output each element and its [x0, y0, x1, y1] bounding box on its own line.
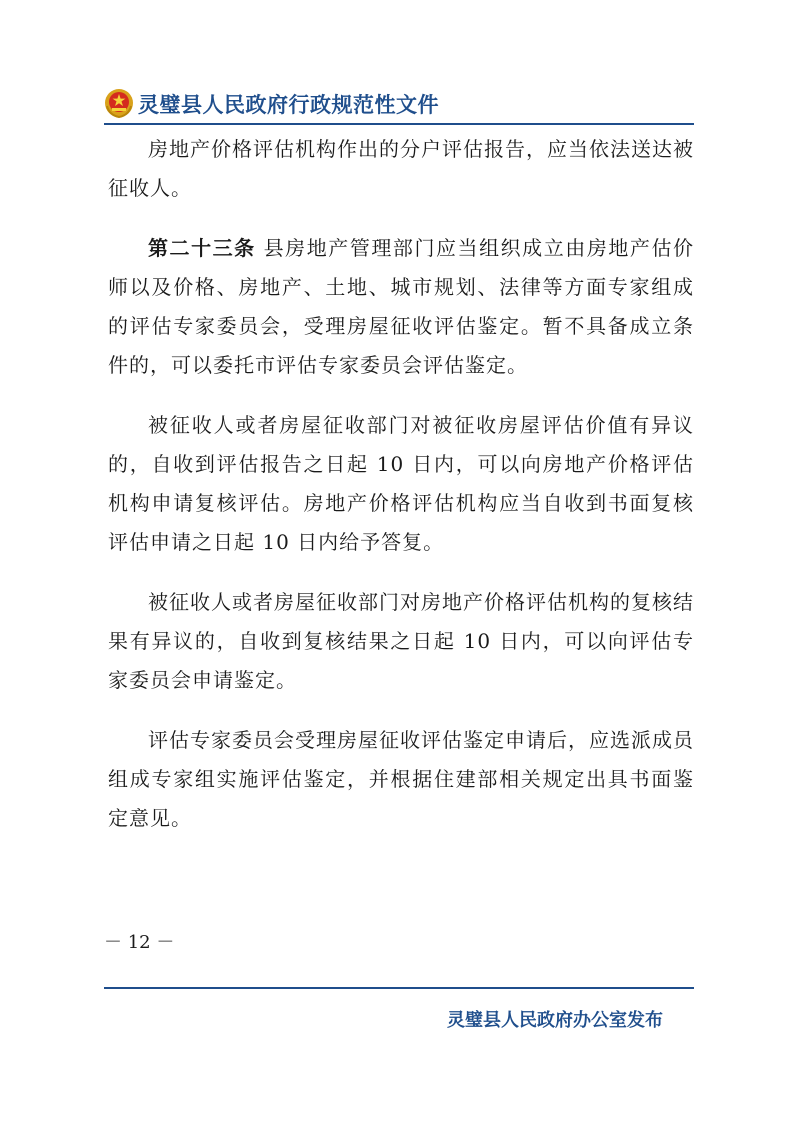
footer-divider — [104, 987, 694, 989]
paragraph-text: 县房地产管理部门应当组织成立由房地产估价师以及价格、房地产、土地、城市规划、法律等方面专家组成的评估专家委员会，受理房屋征收评估鉴定。暂不具备成立条件的，可以委托市评估专家委员会评估鉴定。 — [108, 236, 695, 377]
paragraph-text: 评估专家委员会受理房屋征收评估鉴定申请后，应选派成员组成专家组实施评估鉴定，并根据住建部相关规定出具书面鉴定意见。 — [108, 728, 694, 830]
paragraph — [108, 721, 694, 838]
paragraph — [108, 130, 694, 208]
paragraph — [108, 583, 694, 700]
paragraph-text: 房地产价格评估机构作出的分户评估报告，应当依法送达被征收人。 — [108, 137, 694, 200]
header-title: 灵璧县人民政府行政规范性文件 — [138, 93, 439, 117]
paragraph-text: 被征收人或者房屋征收部门对被征收房屋评估价值有异议的，自收到评估报告之日起 10 日内，可以向房地产价格评估机构申请复核评估。房地产价格评估机构应当自收到书面复核评估申请之日起 10 日内给予答复。 — [108, 413, 694, 554]
document-header — [104, 86, 694, 120]
paragraph-text: 被征收人或者房屋征收部门对房地产价格评估机构的复核结果有异议的，自收到复核结果之日起 10 日内，可以向评估专家委员会申请鉴定。 — [108, 590, 694, 692]
header-divider — [104, 123, 694, 125]
national-emblem-icon — [104, 88, 134, 118]
article-label: 第二十三条 — [148, 236, 256, 260]
document-body — [108, 130, 694, 859]
page-number: － 12 － — [104, 932, 175, 953]
article-paragraph — [108, 229, 694, 385]
footer-publisher: 灵璧县人民政府办公室发布 — [447, 1010, 663, 1031]
paragraph — [108, 406, 694, 562]
